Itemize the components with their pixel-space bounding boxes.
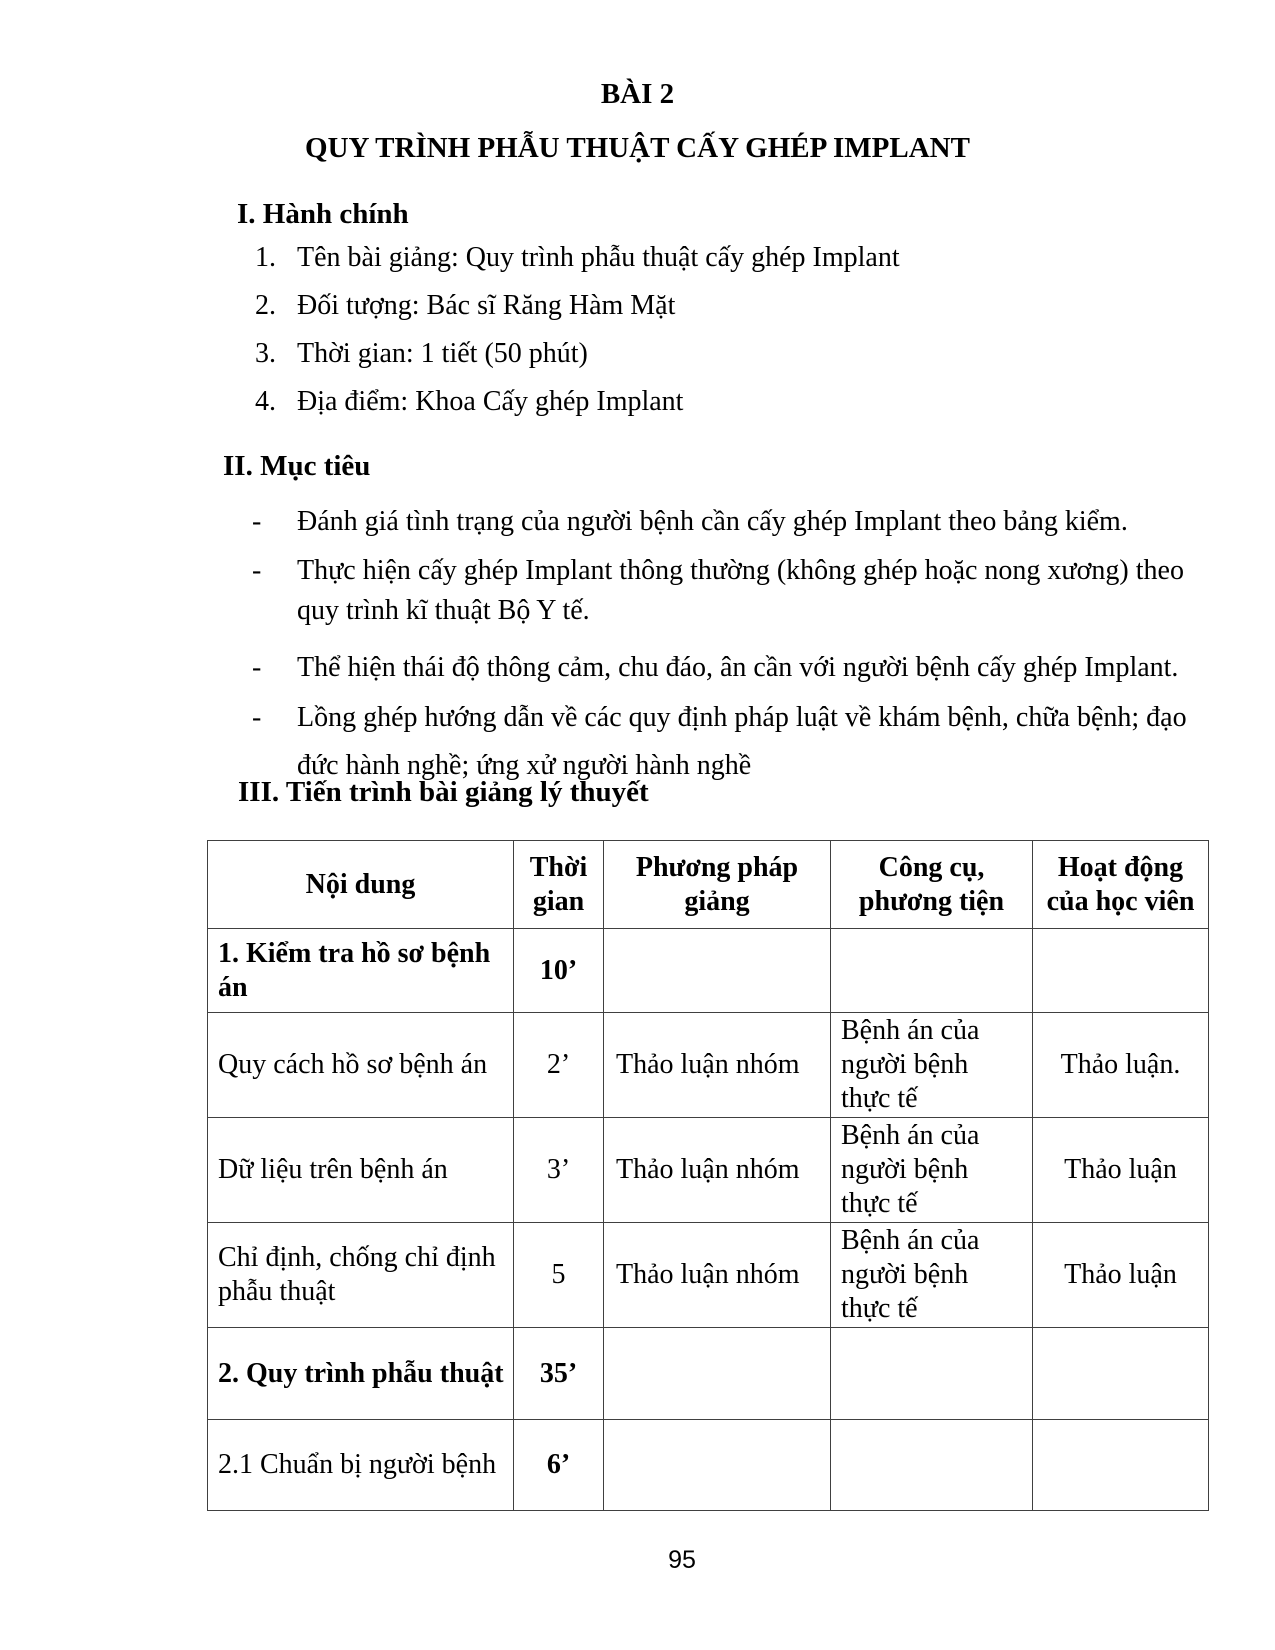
cell-time: 6’: [514, 1420, 604, 1511]
page-title: BÀI 2: [600, 78, 675, 110]
section-heading-lesson-plan: III. Tiến trình bài giảng lý thuyết: [238, 776, 649, 808]
list-item: [255, 288, 675, 324]
cell-tools: [831, 1420, 1033, 1511]
column-header-method: Phương pháp giảng: [604, 841, 831, 929]
column-header-content: Nội dung: [208, 841, 514, 929]
cell-method: Thảo luận nhóm: [604, 1223, 831, 1328]
cell-method: [604, 1328, 831, 1420]
table-row: [208, 929, 1209, 1013]
cell-tools: Bệnh án của người bệnh thực tế: [831, 1013, 1033, 1118]
cell-content: Chỉ định, chống chỉ định phẫu thuật: [208, 1223, 514, 1328]
list-item-number: 4.: [255, 386, 276, 417]
cell-tools: Bệnh án của người bệnh thực tế: [831, 1118, 1033, 1223]
list-item: [255, 336, 588, 372]
cell-activity: Thảo luận: [1033, 1223, 1209, 1328]
cell-time: 35’: [514, 1328, 604, 1420]
table-row: [208, 1118, 1209, 1223]
list-item-text: Địa điểm: Khoa Cấy ghép Implant: [297, 386, 684, 417]
bullet-marker: -: [252, 506, 262, 537]
list-item-text: Tên bài giảng: Quy trình phẫu thuật cấy ghép Implant: [297, 242, 900, 273]
cell-tools: Bệnh án của người bệnh thực tế: [831, 1223, 1033, 1328]
cell-activity: Thảo luận: [1033, 1118, 1209, 1223]
cell-activity: [1033, 929, 1209, 1013]
bullet-text: Lồng ghép hướng dẫn về các quy định pháp luật về khám bệnh, chữa bệnh; đạo đức hành nghề; ứng xử người hành nghề: [297, 702, 1187, 781]
bullet-marker: -: [252, 652, 262, 683]
cell-content: Quy cách hồ sơ bệnh án: [208, 1013, 514, 1118]
cell-time: 10’: [514, 929, 604, 1013]
table-row: [208, 1420, 1209, 1511]
list-item-text: Thời gian: 1 tiết (50 phút): [297, 338, 588, 369]
bullet-text: Thực hiện cấy ghép Implant thông thường (không ghép hoặc nong xương) theo quy trình kĩ thuật Bộ Y tế.: [297, 555, 1184, 626]
list-item: [255, 240, 900, 276]
cell-time: 5: [514, 1223, 604, 1328]
cell-tools: [831, 1328, 1033, 1420]
cell-time: 3’: [514, 1118, 604, 1223]
bullet-text: Thể hiện thái độ thông cảm, chu đáo, ân cần với người bệnh cấy ghép Implant.: [297, 652, 1179, 683]
table-row: [208, 1013, 1209, 1118]
list-item-number: 3.: [255, 338, 276, 369]
bullet-text: Đánh giá tình trạng của người bệnh cần cấy ghép Implant theo bảng kiểm.: [297, 506, 1128, 537]
bullet-marker: -: [252, 555, 262, 586]
cell-time: 2’: [514, 1013, 604, 1118]
cell-method: [604, 929, 831, 1013]
list-item-number: 2.: [255, 290, 276, 321]
column-header-time: Thời gian: [514, 841, 604, 929]
cell-method: Thảo luận nhóm: [604, 1118, 831, 1223]
list-item-number: 1.: [255, 242, 276, 273]
cell-content: 2. Quy trình phẫu thuật: [208, 1328, 514, 1420]
table-row: [208, 1328, 1209, 1420]
cell-content: 1. Kiểm tra hồ sơ bệnh án: [208, 929, 514, 1013]
bullet-item: [252, 551, 1184, 631]
cell-method: [604, 1420, 831, 1511]
bullet-item: [252, 502, 1128, 542]
list-item-text: Đối tượng: Bác sĩ Răng Hàm Mặt: [297, 290, 676, 321]
cell-content: Dữ liệu trên bệnh án: [208, 1118, 514, 1223]
bullet-item: [252, 648, 1178, 688]
table-row: [208, 1223, 1209, 1328]
cell-tools: [831, 929, 1033, 1013]
table-header-row: [208, 841, 1209, 929]
column-header-tools: Công cụ, phương tiện: [831, 841, 1033, 929]
cell-activity: Thảo luận.: [1033, 1013, 1209, 1118]
section-heading-objectives: II. Mục tiêu: [223, 450, 371, 482]
cell-activity: [1033, 1328, 1209, 1420]
list-item: [255, 384, 683, 420]
bullet-marker: -: [252, 702, 262, 733]
section-heading-admin: I. Hành chính: [237, 198, 409, 230]
lesson-plan-table: [207, 840, 1209, 1511]
cell-content: 2.1 Chuẩn bị người bệnh: [208, 1420, 514, 1511]
page-number: 95: [668, 1546, 696, 1574]
cell-activity: [1033, 1420, 1209, 1511]
column-header-activity: Hoạt động của học viên: [1033, 841, 1209, 929]
cell-method: Thảo luận nhóm: [604, 1013, 831, 1118]
page-subtitle: QUY TRÌNH PHẪU THUẬT CẤY GHÉP IMPLANT: [305, 132, 970, 164]
